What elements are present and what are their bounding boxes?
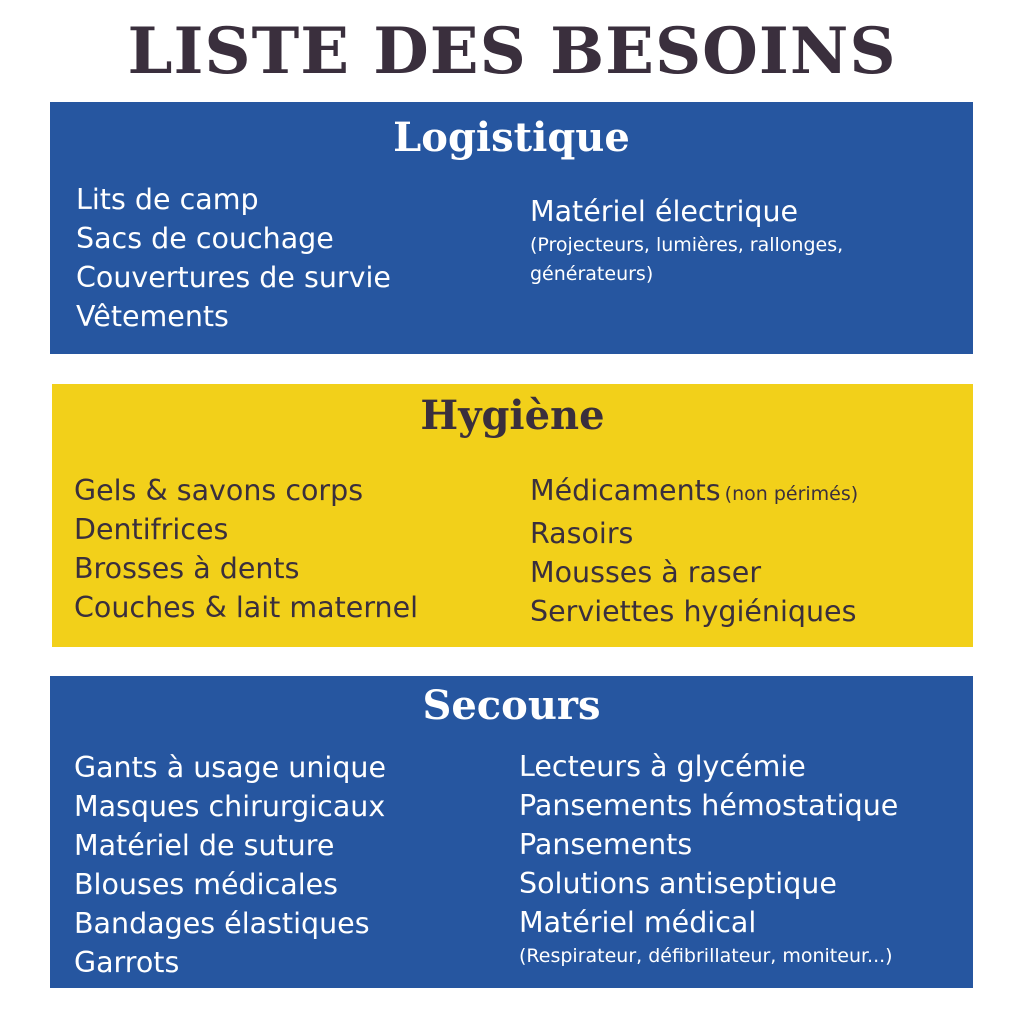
list-item: Lits de camp xyxy=(76,183,259,216)
list-item xyxy=(530,192,843,289)
logistique-right-list xyxy=(530,192,843,289)
list-item: Gants à usage unique xyxy=(74,751,387,784)
list-item: Pansements xyxy=(519,828,693,861)
list-item: Masques chirurgicaux xyxy=(74,790,386,823)
section-title-hygiene: Hygiène xyxy=(420,392,605,439)
list-item: Sacs de couchage xyxy=(76,222,334,255)
section-secours xyxy=(50,676,973,988)
list-item: Bandages élastiques xyxy=(74,907,370,940)
list-item: Mousses à raser xyxy=(530,556,762,589)
list-item-label: Médicaments xyxy=(530,474,721,507)
list-item-detail: générateurs) xyxy=(530,263,654,285)
list-item: Rasoirs xyxy=(530,517,634,550)
section-hygiene xyxy=(52,384,973,647)
section-title-logistique: Logistique xyxy=(393,114,630,161)
list-item: Couvertures de survie xyxy=(76,261,391,294)
list-item-label: Matériel médical xyxy=(519,906,757,939)
list-item: Brosses à dents xyxy=(74,552,300,585)
list-item-label: Matériel électrique xyxy=(530,195,799,228)
list-item: Garrots xyxy=(74,946,180,979)
section-title-secours: Secours xyxy=(422,682,601,729)
list-item: Solutions antiseptique xyxy=(519,867,837,900)
list-item: Matériel de suture xyxy=(74,829,335,862)
list-item xyxy=(530,471,858,514)
section-logistique xyxy=(50,102,973,354)
list-item: Couches & lait maternel xyxy=(74,591,419,624)
list-item-detail: (Respirateur, défibrillateur, moniteur...) xyxy=(519,945,893,967)
list-item: Lecteurs à glycémie xyxy=(519,750,806,783)
secours-right-list xyxy=(519,747,898,971)
list-item-detail: (Projecteurs, lumières, rallonges, xyxy=(530,234,844,256)
list-item: Pansements hémostatique xyxy=(519,789,899,822)
page-title: LISTE DES BESOINS xyxy=(127,14,897,89)
list-item: Gels & savons corps xyxy=(74,474,364,507)
list-item-note: (non périmés) xyxy=(724,483,859,505)
list-item: Serviettes hygiéniques xyxy=(530,595,857,628)
list-item: Blouses médicales xyxy=(74,868,339,901)
list-item xyxy=(519,903,898,971)
hygiene-right-list xyxy=(530,471,858,631)
list-item: Dentifrices xyxy=(74,513,229,546)
list-item: Vêtements xyxy=(76,300,229,333)
logistique-left-list xyxy=(76,180,391,336)
secours-left-list xyxy=(74,748,386,982)
hygiene-left-list xyxy=(74,471,418,627)
